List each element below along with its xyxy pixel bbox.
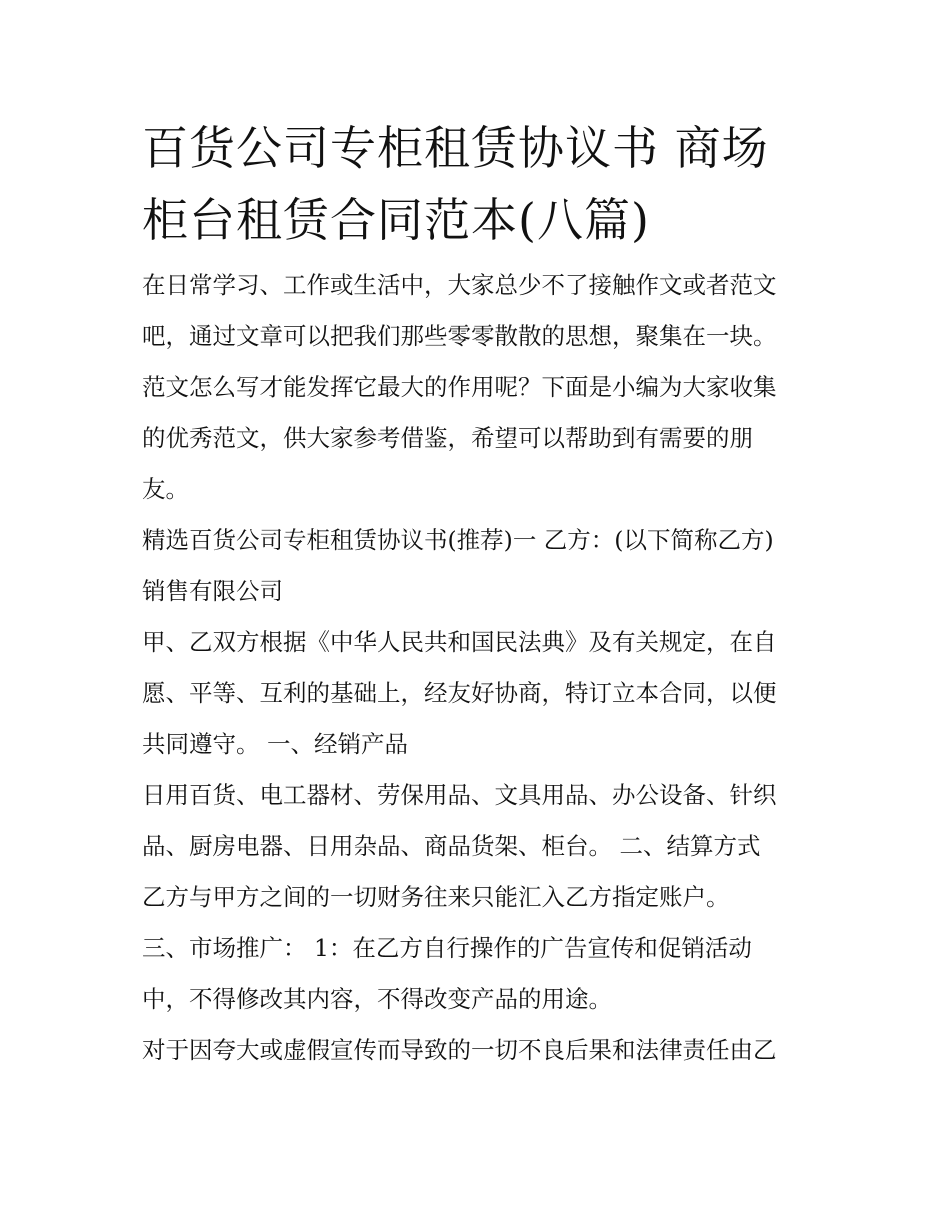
paragraph-marketing <box>142 923 814 1025</box>
text-line: 对于因夸大或虚假宣传而导致的一切不良后果和法律责任由乙 <box>142 1036 777 1064</box>
text-line: 精选百货公司专柜租赁协议书(推荐)一 乙方：(以下简称乙方) <box>142 526 774 554</box>
text-line: 的优秀范文，供大家参考借鉴，希望可以帮助到有需要的朋 <box>142 424 753 452</box>
text-line: 日用百货、电工器材、劳保用品、文具用品、办公设备、针织 <box>142 781 777 809</box>
paragraph-products <box>142 770 814 923</box>
text-line: 吧，通过文章可以把我们那些零零散散的思想，聚集在一块。 <box>142 322 777 350</box>
text-line: 乙方与甲方之间的一切财务往来只能汇入乙方指定账户。 <box>142 883 730 911</box>
text-line: 品、厨房电器、日用杂品、商品货架、柜台。 二、结算方式 <box>142 832 761 860</box>
paragraph-parties <box>142 515 814 617</box>
title-line-2: 柜台租赁合同范本(八篇) <box>142 193 650 247</box>
text-line: 甲、乙双方根据《中华人民共和国民法典》及有关规定，在自 <box>142 628 777 656</box>
text-line: 范文怎么写才能发挥它最大的作用呢？下面是小编为大家收集 <box>142 373 777 401</box>
paragraph-basis <box>142 617 814 770</box>
text-line: 共同遵守。 一、经销产品 <box>142 730 408 758</box>
text-line: 友。 <box>142 475 189 503</box>
title-line-1: 百货公司专柜租赁协议书 商场 <box>142 121 769 175</box>
text-line: 销售有限公司 <box>142 577 283 605</box>
document-page <box>142 112 814 1076</box>
text-line: 三、市场推广： 1：在乙方自行操作的广告宣传和促销活动 <box>142 934 752 962</box>
text-line: 中，不得修改其内容，不得改变产品的用途。 <box>142 985 612 1013</box>
paragraph-intro <box>142 260 814 515</box>
document-title <box>142 112 814 256</box>
paragraph-liability <box>142 1025 814 1076</box>
text-line: 愿、平等、互利的基础上，经友好协商，特订立本合同，以便 <box>142 679 777 707</box>
text-line: 在日常学习、工作或生活中，大家总少不了接触作文或者范文 <box>142 271 777 299</box>
